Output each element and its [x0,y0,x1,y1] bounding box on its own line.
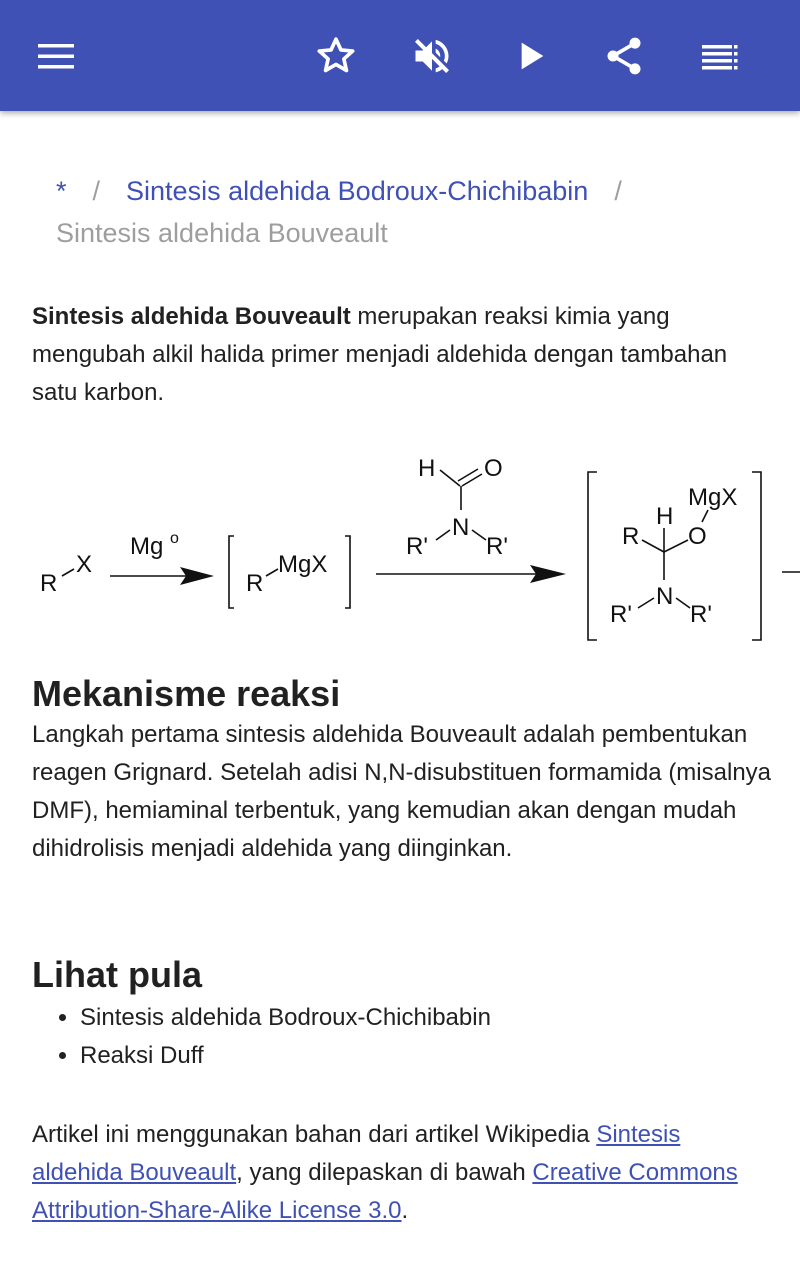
see-also-item-duff[interactable]: • Reaksi Duff [80,1037,772,1075]
play-icon [510,36,550,76]
breadcrumb-current: Sintesis aldehida Bouveault [56,218,388,248]
diagram-o: O [484,455,503,482]
attribution-footer [32,1116,752,1230]
diagram-r-prime-right: R' [486,533,508,560]
mechanism-section [32,672,772,868]
play-button[interactable] [502,28,558,84]
license-link[interactable]: Creative Commons Attribution-Share-Alike License 3.0 [32,1159,738,1224]
menu-icon [36,36,76,76]
breadcrumb-separator: / [92,176,101,206]
diagram-h-intermediate: H [656,503,674,530]
mechanism-paragraph: Langkah pertama sintesis aldehida Bouveault adalah pembentukan reagen Grignard. Setelah adisi N,N-disubstituen formamida (misalnya DMF), hemiaminal terbentuk, yang kemudian akan dengan mudah dihidrolisis menjadi aldehida yang diinginkan. [32,721,772,862]
diagram-mg: Mg [130,533,164,560]
bookmark-button[interactable] [308,28,364,84]
see-also-item-bodroux[interactable]: • Sintesis aldehida Bodroux-Chichibabin [80,999,772,1037]
diagram-mgx-intermediate: MgX [688,484,738,511]
article-content [32,170,752,412]
attribution-paragraph [32,1116,752,1230]
volume-off-icon [410,34,454,78]
breadcrumb [32,170,752,254]
attribution-middle: , yang dilepaskan di bawah [236,1159,533,1186]
playlist-icon [700,36,740,76]
see-also-heading: Lihat pula [32,954,202,995]
breadcrumb-separator: / [614,176,622,206]
see-also-section [32,953,772,1075]
diagram-r: R [40,570,58,597]
share-button[interactable] [596,28,652,84]
diagram-x: X [76,551,93,578]
reaction-scheme-diagram [0,448,800,648]
attribution-suffix: . [401,1197,409,1224]
diagram-r-intermediate: R [622,523,640,550]
diagram-o-intermediate: O [688,523,707,550]
diagram-r-prime-left: R' [406,533,428,560]
contents-button[interactable] [692,28,748,84]
share-icon [602,34,646,78]
attribution-prefix: Artikel ini menggunakan bahan dari artikel Wikipedia [32,1121,597,1148]
diagram-mgx: MgX [278,551,328,578]
diagram-h: H [418,455,436,482]
wikipedia-article-link[interactable]: Sintesis aldehida Bouveault [32,1121,681,1186]
diagram-n-intermediate: N [656,583,674,610]
breadcrumb-root-link[interactable]: * [56,176,67,206]
diagram-r-prime-intermediate-left: R' [610,601,632,628]
diagram-n: N [452,514,470,541]
diagram-r-prime-intermediate-right: R' [690,601,712,628]
diagram-mg-sup: o [170,530,179,547]
intro-paragraph [32,298,752,412]
see-also-list [32,999,772,1075]
menu-button[interactable] [28,28,84,84]
mechanism-heading: Mekanisme reaksi [32,673,341,714]
intro-title: Sintesis aldehida Bouveault [32,303,351,330]
intro-text: merupakan reaksi kimia yang mengubah alkil halida primer menjadi aldehida dengan tambahan satu karbon. [32,303,728,406]
diagram-r-grignard: R [246,570,264,597]
mute-button[interactable] [404,28,460,84]
star-outline-icon [314,34,358,78]
app-bar [0,0,800,111]
breadcrumb-parent-link[interactable]: Sintesis aldehida Bodroux-Chichibabin [126,176,589,206]
